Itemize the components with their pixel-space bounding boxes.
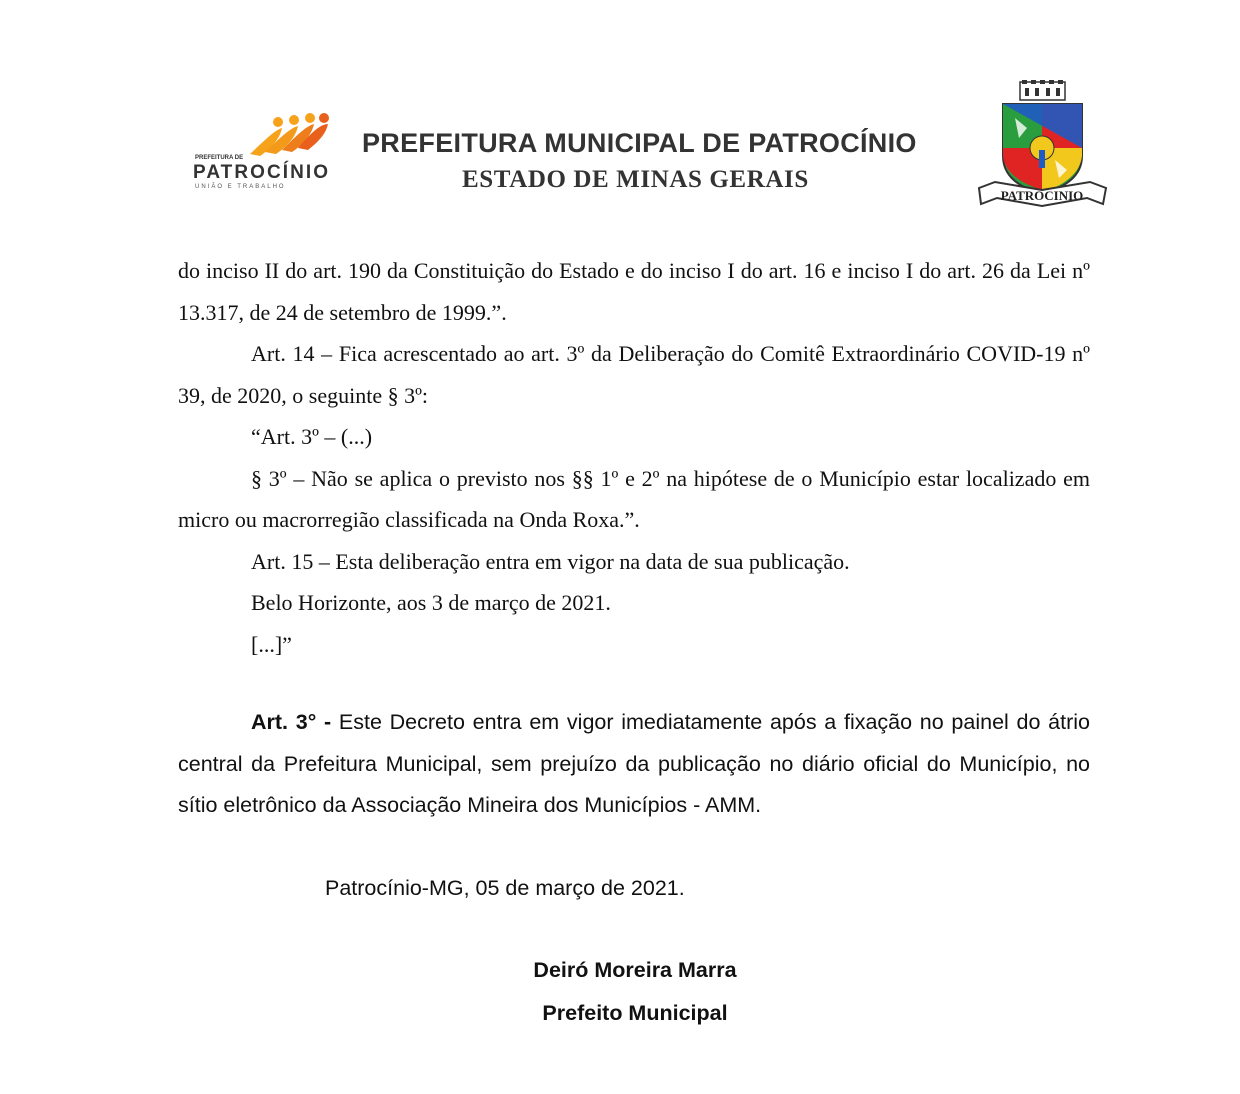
- paragraph-place-date-quote: Belo Horizonte, aos 3 de março de 2021.: [251, 590, 611, 615]
- patrocinio-logo-icon: [190, 112, 335, 192]
- header-title: PREFEITURA MUNICIPAL DE PATROCÍNIO: [362, 128, 917, 158]
- logo-name: PATROCÍNIO: [193, 162, 328, 183]
- patrocinio-logo: [190, 112, 335, 192]
- signature-name: Deiró Moreira Marra: [533, 958, 737, 982]
- paragraph-art15: Art. 15 – Esta deliberação entra em vigor na data de sua publicação.: [251, 548, 850, 574]
- signature-title: Prefeito Municipal: [542, 1001, 728, 1025]
- logo-small-text: PREFEITURA DE: [195, 155, 244, 161]
- paragraph-art14: Art. 14 – Fica acrescentado ao art. 3º da Deliberação do Comitê Extraordinário COVID-19 nº 39, de 2020, o seguinte § 3º:: [178, 341, 1090, 408]
- article-3-text: Este Decreto entra em vigor imediatamente após a fixação no painel do átrio central da Prefeitura Municipal, sem prejuízo da publicação no diário oficial do Município, no sítio eletrônico da Associação Mineira dos Municípios - AMM.: [178, 710, 1090, 817]
- header-subtitle: ESTADO DE MINAS GERAIS: [462, 166, 809, 193]
- article-3: [178, 702, 1090, 827]
- place-date: Patrocínio-MG, 05 de março de 2021.: [325, 876, 685, 900]
- coat-of-arms: [975, 78, 1110, 213]
- paragraph-art3-quote: “Art. 3º – (...): [251, 424, 373, 449]
- logo-motto: UNIÃO E TRABALHO: [195, 184, 286, 190]
- coat-of-arms-icon: [975, 78, 1110, 213]
- coat-of-arms-banner: PATROCINIO: [1000, 188, 1084, 203]
- quoted-deliberation: [178, 250, 1090, 665]
- paragraph-1: do inciso II do art. 190 da Constituição do Estado e do inciso I do art. 16 e inciso I do art. 26 da Lei nº 13.317, de 24 de setembro de 1999.”.: [178, 258, 1090, 325]
- paragraph-ellipsis: [...]”: [251, 631, 292, 657]
- article-3-label: Art. 3° -: [251, 710, 332, 734]
- paragraph-section3: § 3º – Não se aplica o previsto nos §§ 1º e 2º na hipótese de o Município estar localizado em micro ou macrorregião classificada na Onda Roxa.”.: [178, 465, 1090, 532]
